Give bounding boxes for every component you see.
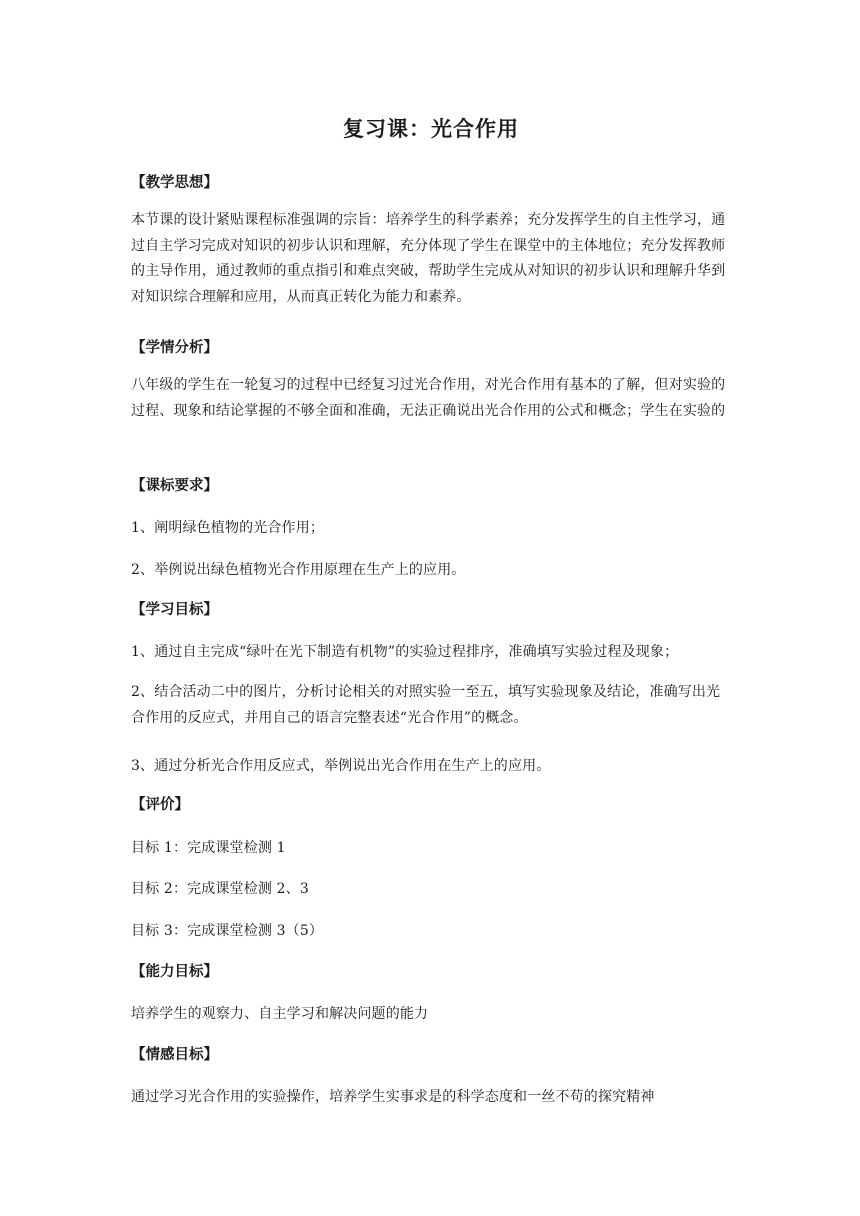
section-paragraph-teaching-idea: 本节课的设计紧贴课程标准强调的宗旨：培养学生的科学素养；充分发挥学生的自主性学习，通过自主学习完成对知识的初步认识和理解，充分体现了学生在课堂中的主体地位；充分发挥教师的主导作用，通过教师的重点指引和难点突破，帮助学生完成从对知识的初步认识和理解升华到对知识综合理解和应用，从而真正转化为能力和素养。 [131,212,726,305]
section-paragraph-learner-analysis: 八年级的学生在一轮复习的过程中已经复习过光合作用，对光合作用有基本的了解，但对实验的过程、现象和结论掌握的不够全面和准确，无法正确说出光合作用的公式和概念；学生在实验的 [131,377,726,419]
list-item: 2、结合活动二中的图片，分析讨论相关的对照实验一至五，填写实验现象及结论，准确写出光合作用的反应式，并用自己的语言完整表述“光合作用”的概念。 [131,684,721,726]
list-item: 3、通过分析光合作用反应式，举例说出光合作用在生产上的应用。 [131,758,551,774]
section-heading-evaluation: 【评价】 [131,797,189,813]
document-title: 复习课：光合作用 [343,117,519,141]
section-paragraph-ability-goal: 培养学生的观察力、自主学习和解决问题的能力 [131,1006,429,1022]
list-item: 1、通过自主完成“绿叶在光下制造有机物”的实验过程排序，准确填写实验过程及现象； [131,644,679,660]
list-item: 1、阐明绿色植物的光合作用； [131,520,325,536]
section-heading-ability-goal: 【能力目标】 [131,964,218,980]
list-item: 目标 1：完成课堂检测 1 [131,840,286,856]
list-item: 2、举例说出绿色植物光合作用原理在生产上的应用。 [131,562,466,578]
section-heading-emotional-goal: 【情感目标】 [131,1047,218,1063]
section-paragraph-emotional-goal: 通过学习光合作用的实验操作，培养学生实事求是的科学态度和一丝不苟的探究精神 [131,1089,655,1105]
section-heading-teaching-idea: 【教学思想】 [131,175,218,191]
list-item: 目标 2：完成课堂检测 2、3 [131,881,309,897]
section-heading-curriculum-requirements: 【课标要求】 [131,478,218,494]
section-heading-learning-objectives: 【学习目标】 [131,602,218,618]
section-heading-learner-analysis: 【学情分析】 [131,340,218,356]
list-item: 目标 3：完成课堂检测 3（5） [131,923,324,939]
